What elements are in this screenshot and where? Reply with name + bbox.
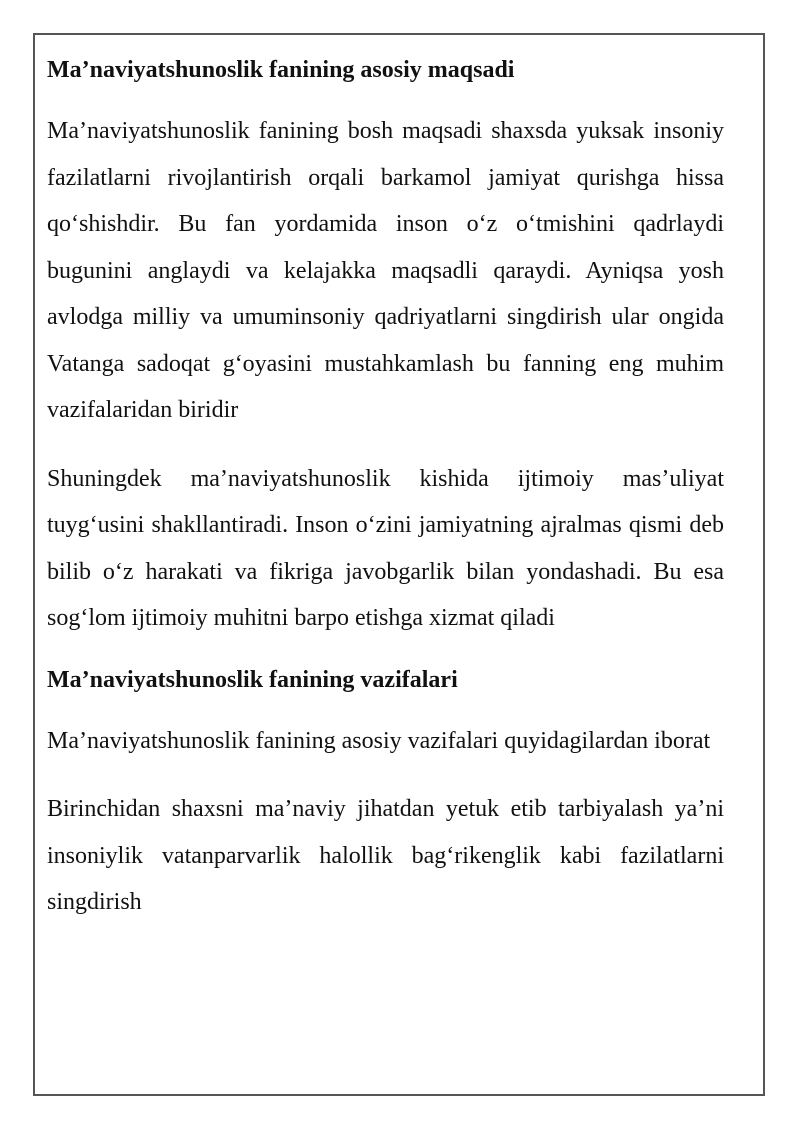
section-heading-goal: Ma’naviyatshunoslik fanining asosiy maqsadi	[47, 57, 515, 83]
paragraph-goal: Ma’naviyatshunoslik fanining bosh maqsadi shaxsda yuksak insoniy fazilatlarni rivojlantirish orqali barkamol jamiyat qurishga hissa qo‘shishdir. Bu fan yordamida inson o‘z o‘tmishini qadrlaydi bugunini anglaydi va kelajakka maqsadli qaraydi. Ayniqsa yosh avlodga milliy va umuminsoniy qadriyatlarni singdirish ular ongida Vatanga sadoqat g‘oyasini mustahkamlash bu fanning eng muhim vazifalaridan biridir	[47, 118, 724, 423]
document-body	[47, 54, 724, 948]
section-heading-tasks: Ma’naviyatshunoslik fanining vazifalari	[47, 666, 458, 693]
paragraph-task-first: Birinchidan shaxsni ma’naviy jihatdan yetuk etib tarbiyalash ya’ni insoniylik vatanparvarlik halollik bag‘rikenglik kabi fazilatlarni singdirish	[47, 796, 724, 915]
paragraph-tasks-intro: Ma’naviyatshunoslik fanining asosiy vazifalari quyidagilardan iborat	[47, 727, 711, 754]
paragraph-responsibility: Shuningdek ma’naviyatshunoslik kishida ijtimoiy mas’uliyat tuyg‘usini shakllantiradi. Inson o‘zini jamiyatning ajralmas qismi deb bilib o‘z harakati va fikriga javobgarlik bilan yondashadi. Bu esa sog‘lom ijtimoiy muhitni barpo etishga xizmat qiladi	[47, 465, 724, 631]
